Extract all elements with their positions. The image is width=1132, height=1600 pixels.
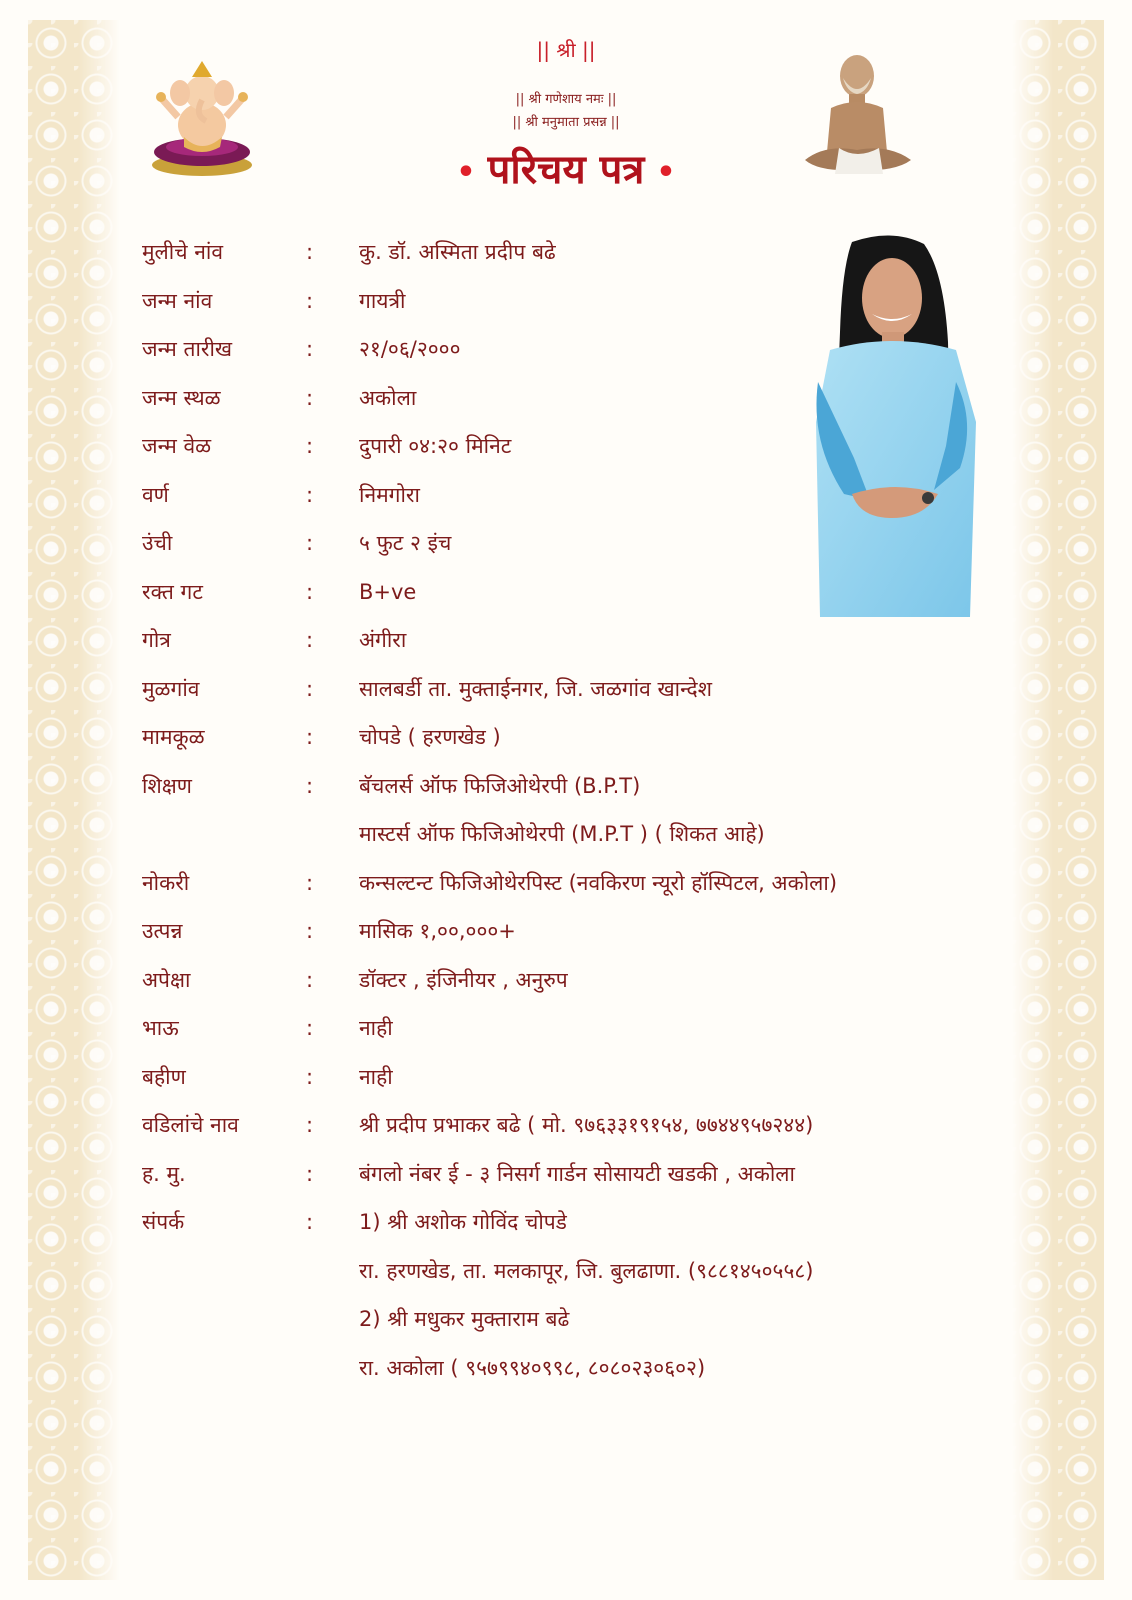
detail-label: मुळगांव	[142, 676, 200, 701]
left-decorative-border	[28, 20, 120, 1580]
detail-separator: :	[306, 1113, 314, 1137]
detail-value: गायत्री	[359, 288, 406, 313]
detail-value: कन्सल्टन्ट फिजिओथेरपिस्ट (नवकिरण न्यूरो हॉस्पिटल, अकोला)	[359, 870, 838, 895]
detail-separator: :	[306, 240, 314, 264]
title-text: परिचय पत्र	[487, 147, 645, 193]
detail-label: भाऊ	[142, 1016, 179, 1040]
detail-value: चोपडे ( हरणखेड )	[359, 725, 501, 749]
detail-value: अकोला	[359, 385, 417, 410]
detail-separator: :	[306, 628, 314, 652]
detail-row-blood-group	[142, 575, 982, 624]
detail-label: नोकरी	[142, 870, 190, 895]
detail-label: वर्ण	[142, 482, 169, 507]
detail-value: B+ve	[359, 579, 417, 604]
detail-label: जन्म स्थळ	[142, 385, 221, 410]
detail-row-complexion	[142, 478, 982, 527]
detail-value: 1) श्री अशोक गोविंद चोपडे	[359, 1210, 567, 1234]
detail-separator: :	[306, 434, 314, 458]
detail-label: संपर्क	[142, 1210, 185, 1234]
detail-value: २१/०६/२०००	[359, 337, 461, 361]
detail-separator: :	[306, 1161, 314, 1186]
detail-label: मामकूळ	[142, 725, 205, 749]
detail-label: ह. मु.	[142, 1161, 186, 1186]
detail-label: जन्म नांव	[142, 288, 213, 313]
detail-row-contact	[142, 1205, 982, 1254]
detail-row-birth-name	[142, 284, 982, 333]
detail-label: रक्त गट	[142, 579, 203, 604]
detail-label: जन्म वेळ	[142, 434, 212, 458]
detail-separator: :	[306, 1064, 314, 1089]
detail-label: शिक्षण	[142, 773, 192, 798]
detail-row-birth-time	[142, 429, 982, 478]
detail-value: डॉक्टर , इंजिनीयर , अनुरुप	[359, 967, 568, 992]
detail-label: मुलीचे नांव	[142, 240, 224, 264]
detail-value: रा. हरणखेड, ता. मलकापूर, जि. बुलढाणा. (९८८१४५०५५८)	[359, 1258, 814, 1283]
biodata-details	[142, 235, 982, 1399]
title-dot-right: •	[656, 154, 676, 190]
shri-header: || श्री ||	[536, 38, 596, 62]
detail-separator: :	[306, 579, 314, 604]
detail-row-job	[142, 866, 982, 915]
detail-value: 2) श्री मधुकर मुक्ताराम बढे	[359, 1307, 570, 1331]
detail-row-brother	[142, 1011, 982, 1060]
detail-row-birth-date	[142, 332, 982, 381]
detail-row-native-place	[142, 672, 982, 721]
detail-separator: :	[306, 870, 314, 895]
invocation-ganesh: || श्री गणेशाय नमः ||	[515, 92, 617, 107]
right-decorative-border	[1012, 20, 1104, 1580]
detail-value: बंगलो नंबर ई - ३ निसर्ग गार्डन सोसायटी खडकी , अकोला	[359, 1161, 795, 1186]
detail-row-sister	[142, 1060, 982, 1109]
detail-row-father	[142, 1108, 982, 1157]
invocation-manumata: || श्री मनुमाता प्रसन्न ||	[512, 115, 620, 130]
ganesh-idol-image	[140, 55, 265, 180]
detail-value: बॅचलर्स ऑफ फिजिओथेरपी (B.P.T)	[359, 773, 641, 798]
detail-row-contact-2	[142, 1302, 982, 1351]
detail-separator: :	[306, 1016, 314, 1040]
detail-value: श्री प्रदीप प्रभाकर बढे ( मो. ९७६३३१९१५४, ७७४४९५७२४४)	[359, 1113, 814, 1137]
detail-row-contact-1-address	[142, 1254, 982, 1303]
detail-value: नाही	[359, 1016, 393, 1040]
detail-separator: :	[306, 337, 314, 361]
detail-value: निमगोरा	[359, 482, 420, 507]
title-dot-left: •	[456, 154, 476, 190]
detail-row-name	[142, 235, 982, 284]
detail-separator: :	[306, 385, 314, 410]
detail-value: मासिक १,००,०००+	[359, 919, 516, 943]
detail-value: रा. अकोला ( ९५७९९४०९९८, ८०८०२३०६०२)	[359, 1355, 706, 1380]
detail-value: मास्टर्स ऑफ फिजिओथेरपी (M.P.T ) ( शिकत आहे)	[359, 822, 765, 846]
detail-row-gotra	[142, 623, 982, 672]
detail-row-residence	[142, 1157, 982, 1206]
detail-label: उत्पन्न	[142, 919, 183, 943]
detail-row-education	[142, 769, 982, 818]
detail-label: अपेक्षा	[142, 967, 191, 992]
detail-value: कु. डॉ. अस्मिता प्रदीप बढे	[359, 240, 556, 264]
detail-label: जन्म तारीख	[142, 337, 233, 361]
detail-row-maternal-family	[142, 720, 982, 769]
saint-portrait-image	[795, 48, 920, 183]
detail-row-expectation	[142, 963, 982, 1012]
detail-row-contact-2-address	[142, 1351, 982, 1400]
detail-separator: :	[306, 482, 314, 507]
detail-separator: :	[306, 773, 314, 798]
detail-separator: :	[306, 531, 314, 555]
detail-separator: :	[306, 967, 314, 992]
detail-value: सालबर्डी ता. मुक्ताईनगर, जि. जळगांव खान्देश	[359, 676, 712, 701]
detail-label: उंची	[142, 531, 173, 555]
detail-row-height	[142, 526, 982, 575]
detail-separator: :	[306, 288, 314, 313]
detail-separator: :	[306, 725, 314, 749]
detail-label: बहीण	[142, 1064, 186, 1089]
detail-separator: :	[306, 919, 314, 943]
detail-label: गोत्र	[142, 628, 171, 652]
detail-value: दुपारी ०४:२० मिनिट	[359, 434, 512, 458]
detail-row-education-cont	[142, 817, 982, 866]
detail-row-income	[142, 914, 982, 963]
detail-value: नाही	[359, 1064, 393, 1089]
detail-separator: :	[306, 676, 314, 701]
detail-label: वडिलांचे नाव	[142, 1113, 239, 1137]
detail-separator: :	[306, 1210, 314, 1234]
detail-value: अंगीरा	[359, 628, 407, 652]
detail-value: ५ फुट २ इंच	[359, 531, 452, 555]
detail-row-birth-place	[142, 381, 982, 430]
